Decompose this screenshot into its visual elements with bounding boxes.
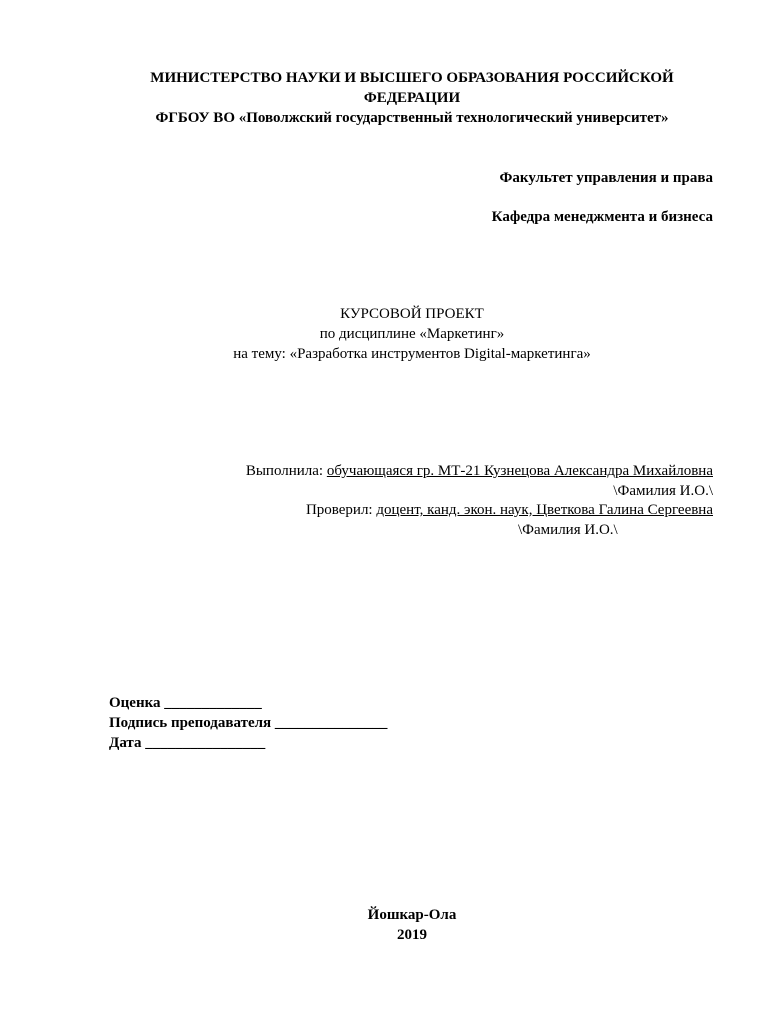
performed-by-hint: \Фамилия И.О.\	[613, 483, 713, 499]
checked-by-line	[306, 500, 713, 520]
checked-by-hint: \Фамилия И.О.\	[518, 522, 618, 538]
checked-by-label: Проверил:	[305, 502, 373, 518]
ministry-heading	[0, 68, 768, 128]
faculty-name: Факультет управления и права	[499, 170, 713, 186]
signature-line: Подпись преподавателя _______________	[109, 715, 388, 731]
checked-by-value: доцент, канд. экон. наук, Цветкова Галина Сергеевна	[376, 502, 713, 518]
performed-by-line	[246, 461, 713, 481]
ministry-line-2: ФЕДЕРАЦИИ	[363, 90, 461, 106]
ministry-line-1: МИНИСТЕРСТВО НАУКИ И ВЫСШЕГО ОБРАЗОВАНИЯ РОССИЙСКОЙ	[150, 70, 674, 86]
footer	[0, 905, 768, 945]
footer-city: Йошкар-Ола	[367, 907, 457, 923]
project-title	[0, 304, 768, 364]
project-discipline: по дисциплине «Маркетинг»	[319, 326, 505, 342]
date-line: Дата ________________	[109, 735, 266, 751]
footer-year: 2019	[397, 927, 427, 943]
performed-by-value: обучающаяся гр. МТ-21 Кузнецова Александра Михайловна	[326, 463, 713, 479]
university-name: ФГБОУ ВО «Поволжский государственный технологический университет»	[155, 110, 669, 126]
grade-line: Оценка _____________	[109, 695, 262, 711]
project-type: КУРСОВОЙ ПРОЕКТ	[340, 306, 484, 322]
department-name: Кафедра менеджмента и бизнеса	[491, 209, 713, 225]
performed-by-label: Выполнила:	[245, 463, 324, 479]
project-topic: на тему: «Разработка инструментов Digital-маркетинга»	[233, 346, 591, 362]
